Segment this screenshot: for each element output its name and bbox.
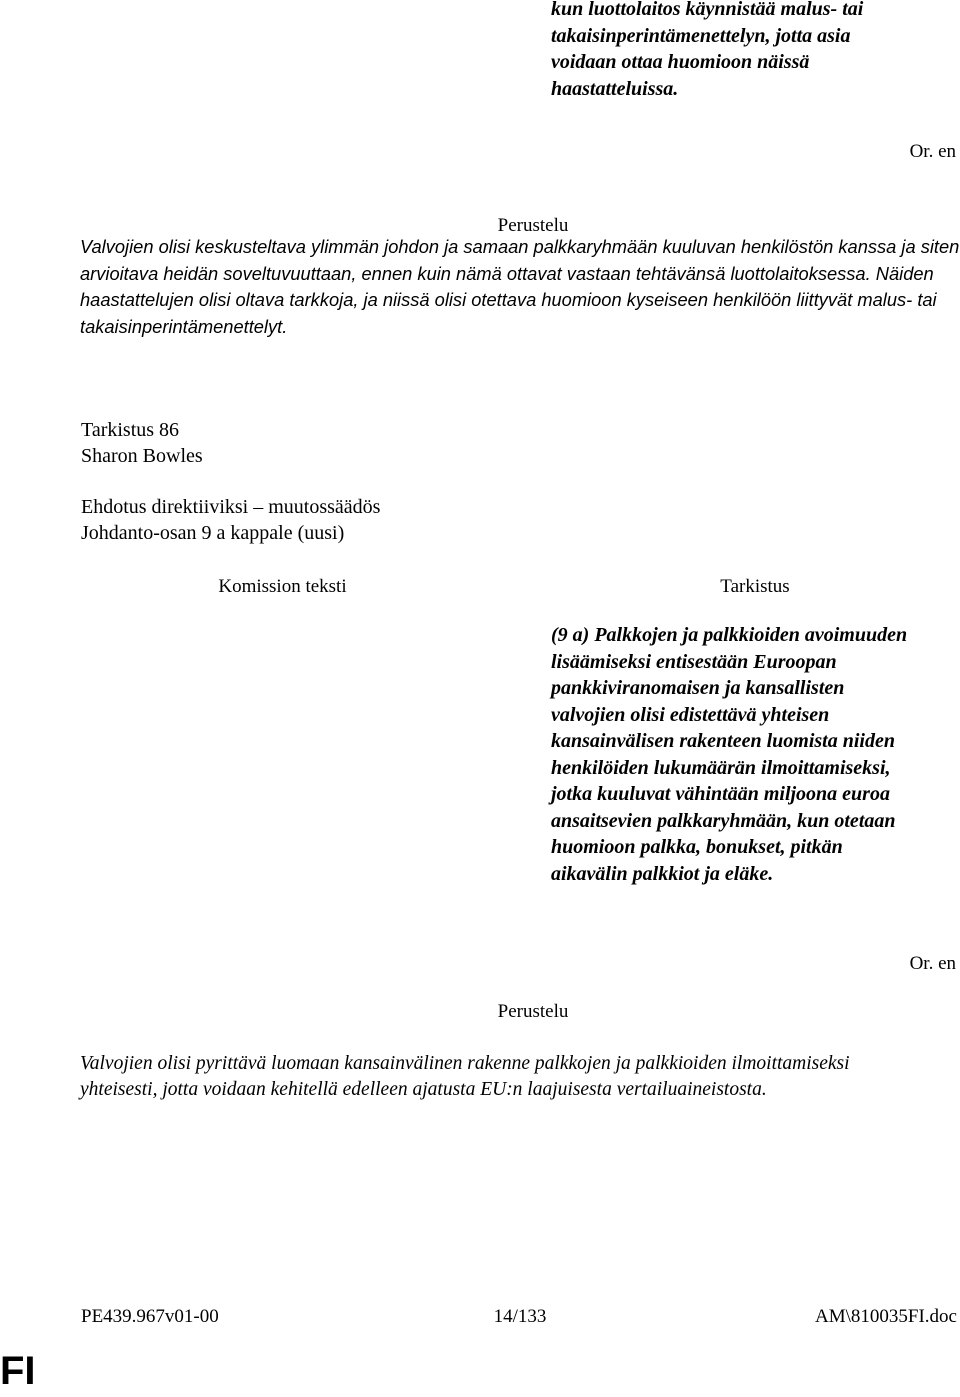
commission-text-header: Komission teksti <box>218 576 347 597</box>
original-language-label: Or. en <box>909 141 956 162</box>
amendment-author: Sharon Bowles <box>81 445 203 467</box>
justification-heading: Perustelu <box>497 1001 569 1022</box>
justification-body: Valvojien olisi keskusteltava ylimmän johdon ja samaan palkkaryhmään kuuluvan henkilöstön kanssa ja siten arvioitava heidän soveltuvuuttaan, ennen kuin nämä ottavat vastaan tehtävänsä luottolaitoksessa. Näiden haastattelujen olisi oltava tarkkoja, ja niissä olisi otettava huomioon kyseiseen henkilöön liittyvät malus- tai takaisinperintämenettelyt. <box>80 236 960 337</box>
proposal-title: Ehdotus direktiiviksi – muutossäädös <box>81 496 381 518</box>
amendment-column-header: Tarkistus <box>720 576 790 597</box>
justification-body: Valvojien olisi pyrittävä luomaan kansainvälinen rakenne palkkojen ja palkkioiden ilmoittamiseksi yhteisesti, jotta voidaan kehitellä edelleen ajatusta EU:n laajuisesta vertailuaineistosta. <box>80 1053 850 1100</box>
file-name: AM\810035FI.doc <box>815 1306 957 1327</box>
amended-text: (9 a) Palkkojen ja palkkioiden avoimuuden lisäämiseksi entisestään Euroopan pankkiviranomaisen ja kansallisten valvojien olisi edistettävä yhteisen kansainvälisen rakenteen luomista niiden henkilöiden lukumäärän ilmoittamiseksi, jotka kuuluvat vähintään miljoona euroa ansaitsevien palkkaryhmään, kun otetaan huomioon palkka, bonukset, pitkän aikavälin palkkiot ja eläke. <box>551 624 908 885</box>
amendment-number: Tarkistus 86 <box>81 419 180 441</box>
justification-heading: Perustelu <box>497 215 569 236</box>
page-number: 14/133 <box>493 1306 547 1327</box>
amendment-location: Johdanto-osan 9 a kappale (uusi) <box>81 522 345 544</box>
language-code: FI <box>0 1349 36 1393</box>
original-language-label: Or. en <box>909 953 956 974</box>
amendment-text-continuation: kun luottolaitos käynnistää malus- tai takaisinperintämenettelyn, jotta asia voidaan ottaa huomioon näissä haastatteluissa. <box>551 0 864 100</box>
document-reference: PE439.967v01-00 <box>81 1306 219 1327</box>
